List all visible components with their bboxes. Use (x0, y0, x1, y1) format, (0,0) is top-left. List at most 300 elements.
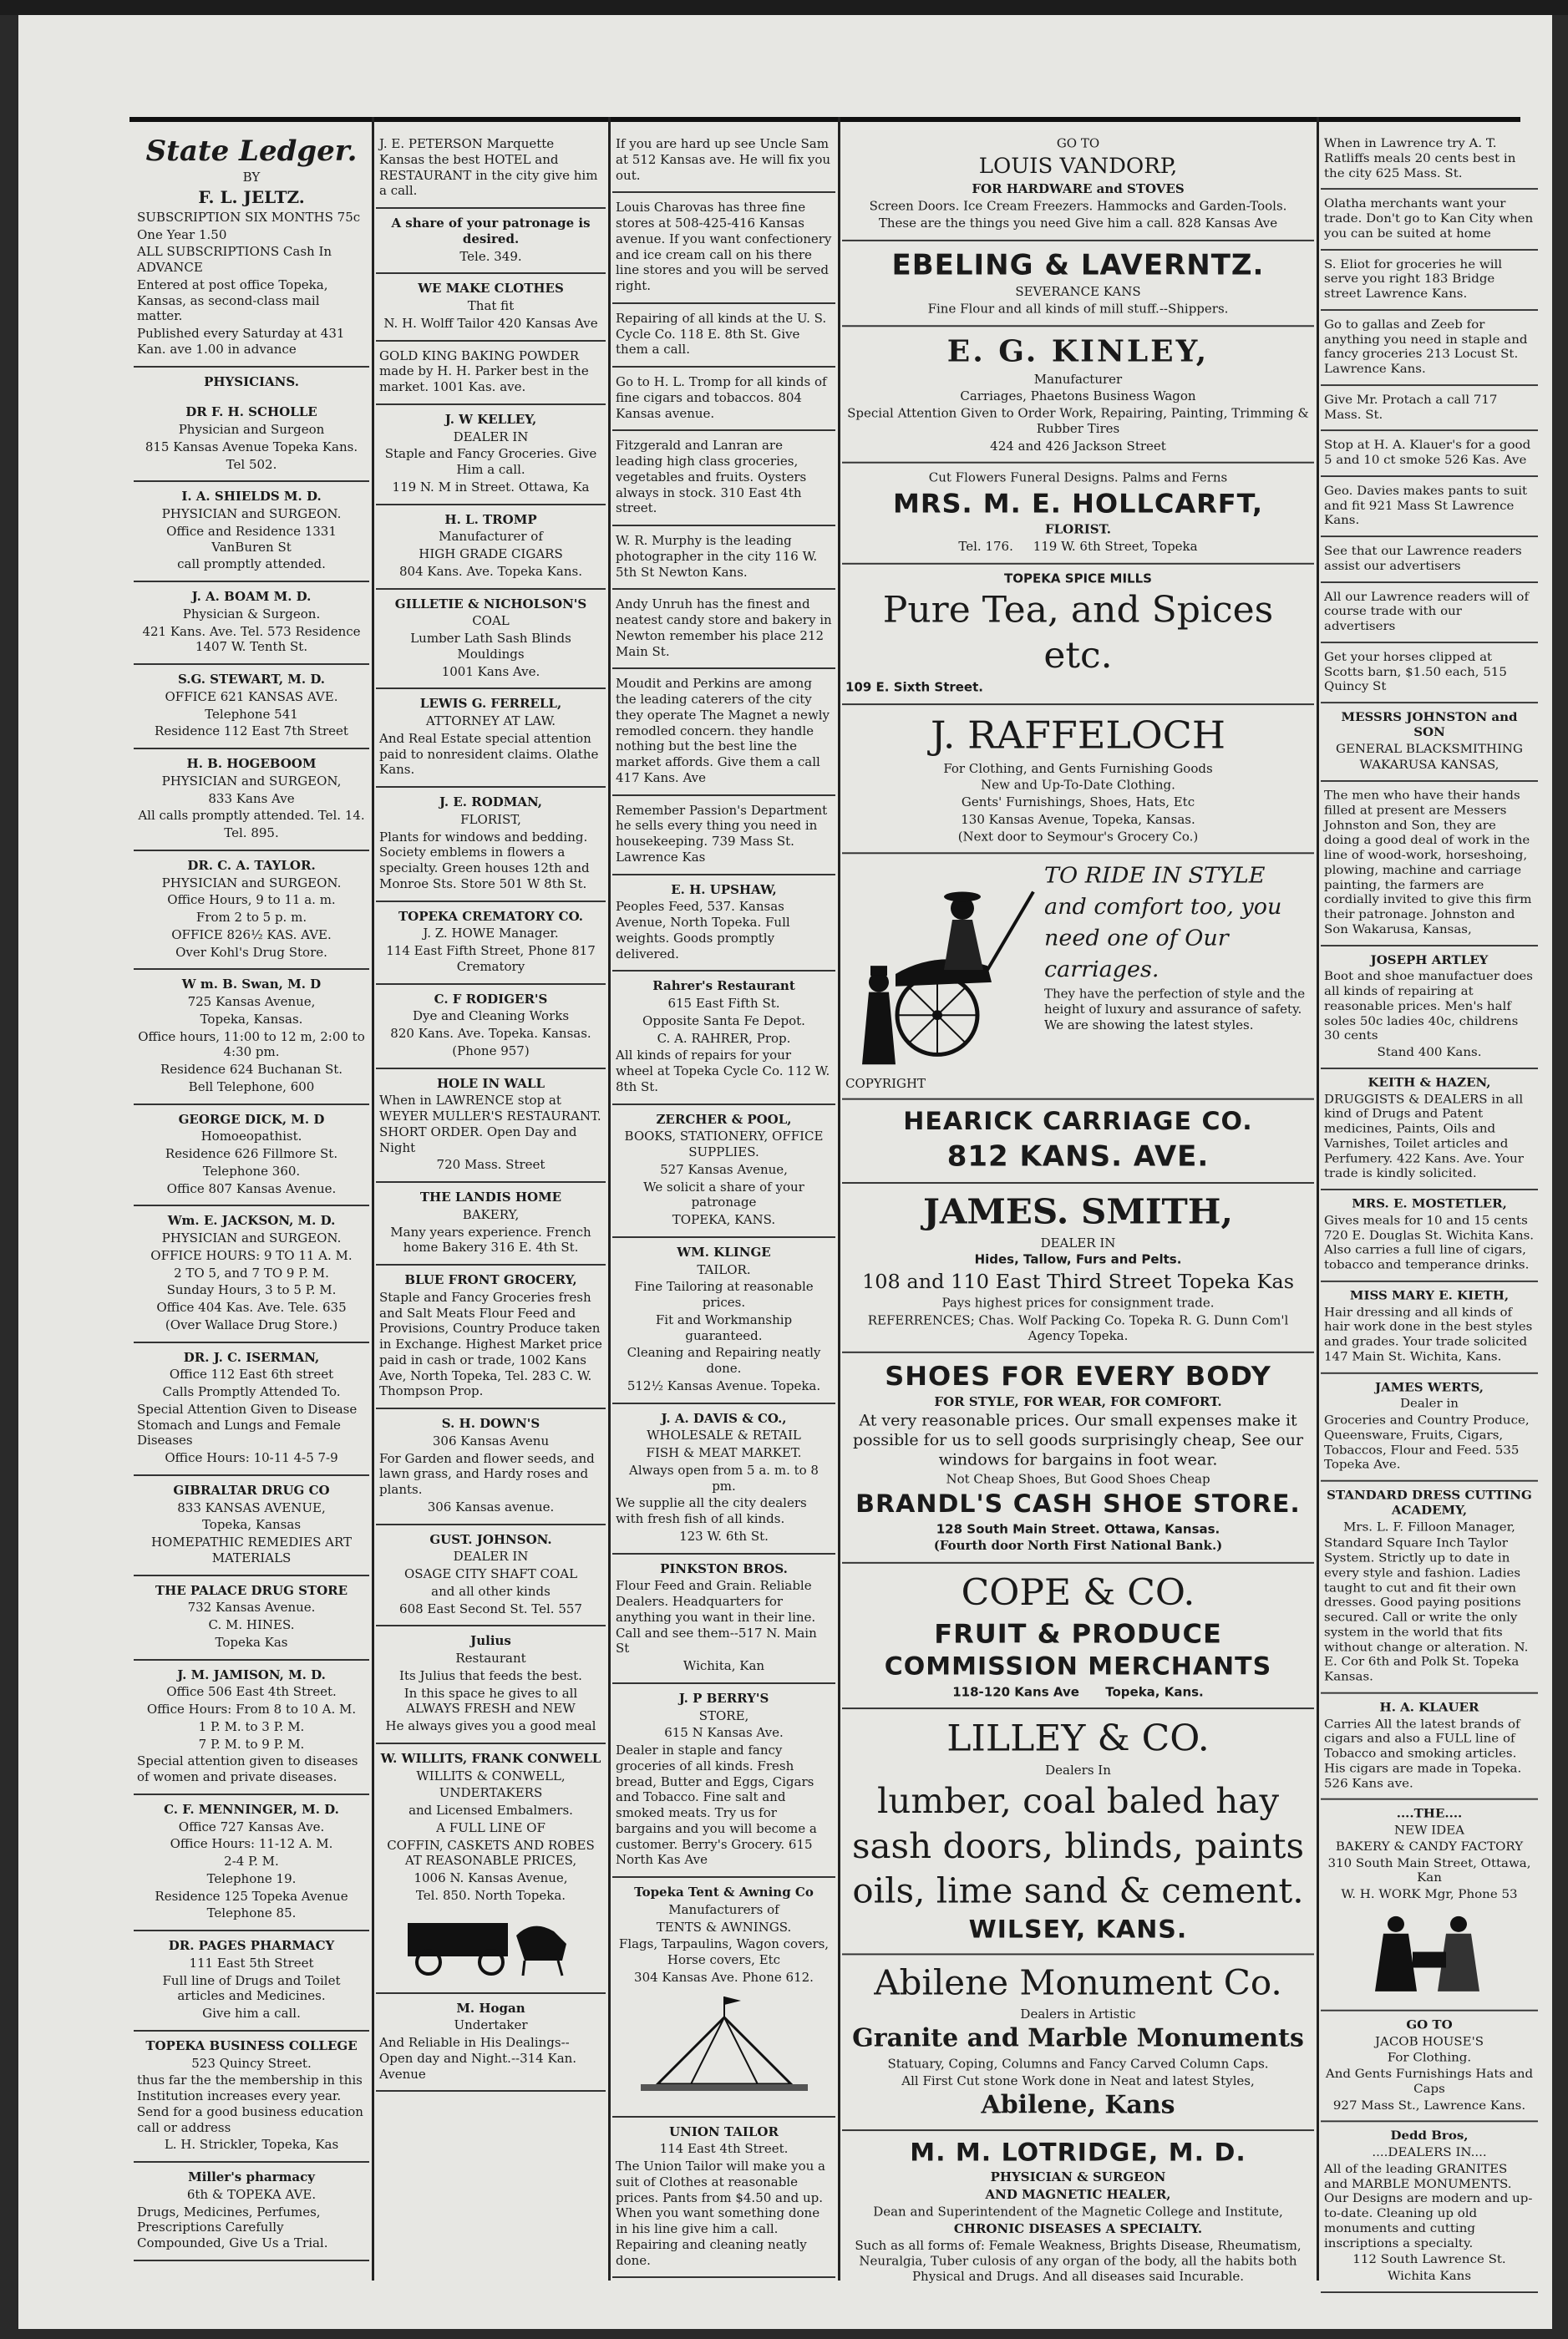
ad-heading: Give Mr. Protach a call 717 Mass. St. (1324, 392, 1498, 422)
lilley-line: oils, lime sand & cement. (852, 1870, 1304, 1911)
ad-heading: MESSRS JOHNSTON and SON (1341, 709, 1518, 739)
raffeloch-line: New and Up-To-Date Clothing. (981, 777, 1175, 793)
subscription-info (137, 210, 366, 358)
cope-sub2: COMMISSION MERCHANTS (884, 1652, 1272, 1682)
ad-heading: BLUE FRONT GROCERY, (404, 1272, 577, 1287)
advertisement (134, 1105, 369, 1207)
ad-heading: Go to gallas and Zeeb for anything you need in staple and fancy groceries 213 Locust St. Lawrence Kans. (1324, 317, 1528, 376)
ad-line: C. M. HINES. (208, 1617, 295, 1632)
advertisement (1321, 1282, 1538, 1374)
advertisement (134, 2032, 369, 2163)
ad-line: Telephone 541 (205, 706, 298, 722)
ad-line: Wichita, Kan (683, 1658, 765, 1673)
advertisement (376, 209, 606, 274)
ad-line: COFFIN, CASKETS AND ROBES AT REASONABLE PRICES, (387, 1837, 595, 1869)
abilene-line: Statuary, Coping, Columns and Fancy Carved Column Caps. (887, 2056, 1269, 2071)
ad-line: We supplie all the city dealers with fresh fish of all kinds. (616, 1495, 807, 1526)
advertisement (612, 1684, 835, 1878)
advertisement (1321, 1373, 1538, 1481)
ad-heading: W m. B. Swan, M. D (181, 977, 322, 992)
kinley-line: 424 and 426 Jackson Street (990, 438, 1166, 454)
brandl-sub: (Fourth door North First National Bank.) (933, 1538, 1223, 1554)
ad-line: Telephone 360. (202, 1163, 301, 1179)
ad-line: Office 506 East 4th Street. (166, 1684, 337, 1700)
cope-address-line (845, 1684, 1311, 1699)
ad-heading: E. H. UPSHAW, (671, 881, 777, 897)
advertisement (376, 1069, 606, 1184)
ebeling-sub: SEVERANCE KANS (1015, 284, 1141, 299)
advertisement (612, 796, 835, 875)
ad-line: OFFICE 826½ KAS. AVE. (171, 926, 332, 942)
ad-heading: S. Eliot for groceries he will serve you right 183 Bridge street Lawrence Kans. (1324, 256, 1503, 301)
ad-line: Office 807 Kansas Avenue. (166, 1180, 337, 1196)
column-content (842, 129, 1314, 2293)
ad-line: Tel. 850. North Topeka. (415, 1887, 566, 1903)
ad-heading: Wm. E. JACKSON, M. D. (167, 1213, 336, 1229)
ad-heading: J. E. RODMAN, (439, 794, 542, 809)
ad-heading: ....THE.... (1396, 1806, 1463, 1821)
smith-address: 108 and 110 East Third Street Topeka Kas (861, 1270, 1295, 1293)
ad-line: Special attention given to diseases of women and private diseases. (137, 1753, 358, 1784)
advertisement (612, 129, 835, 193)
ad-line: Fit and Workmanship guaranteed. (655, 1312, 793, 1343)
column-5 (1321, 129, 1538, 2293)
cope-sub: FRUIT & PRODUCE (934, 1617, 1222, 1650)
advertisement (134, 1576, 369, 1661)
ad-line: And Gents Furnishings Hats and Caps (1325, 2066, 1534, 2096)
ad-heading: W. WILLITS, FRANK CONWELL (380, 1750, 601, 1766)
advertisement (612, 972, 835, 1104)
ad-line: Restaurant (455, 1651, 526, 1666)
cope-name: COPE & CO. (961, 1571, 1195, 1614)
ad-heading: J. A. DAVIS & CO., (661, 1410, 787, 1426)
advertisement (376, 505, 606, 590)
ad-heading: MRS. E. MOSTETLER, (1352, 1196, 1507, 1211)
ad-heading: Miller's pharmacy (188, 2169, 315, 2184)
ad-heading: Geo. Davies makes pants to suit and fit 921 Mass St Lawrence Kans. (1324, 483, 1528, 527)
ad-heading: DR. C. A. TAYLOR. (187, 857, 316, 873)
vandorp-name: LOUIS VANDORP, (978, 154, 1178, 179)
hearick-name-block (842, 1100, 1314, 1184)
lilley-line: sash doors, blinds, paints (851, 1825, 1305, 1866)
ad-line: And Real Estate special attention paid to nonresident claims. Olathe Kans. (379, 730, 599, 778)
ad-line: (Phone 957) (452, 1043, 530, 1058)
ad-line: (Over Wallace Drug Store.) (165, 1317, 338, 1332)
ad-heading: J. A. BOAM M. D. (191, 589, 312, 604)
ad-line: That fit (467, 298, 515, 313)
ad-line: PHYSICIAN and SURGEON. (161, 506, 342, 521)
advertisement (1321, 2123, 1538, 2293)
ad-line: Peoples Feed, 537. Kansas Avenue, North Topeka. Full weights. Goods promptly delivered. (616, 899, 790, 961)
advertisement (376, 1626, 606, 1744)
ad-line: Office and Residence 1331 VanBuren St (166, 523, 337, 555)
ad-heading: M. Hogan (456, 2000, 525, 2016)
ad-line: 306 Kansas Avenu (432, 1433, 550, 1449)
raffeloch-name: J. RAFFELOCH (931, 712, 1225, 758)
hollcarft-ad (842, 464, 1314, 564)
ad-heading: Topeka Tent & Awning Co (634, 1885, 814, 1900)
advertisement (1321, 703, 1538, 782)
advertisement (134, 1476, 369, 1576)
ad-line: Flags, Tarpaulins, Wagon covers, Horse covers, Etc (618, 1936, 830, 1967)
ad-line: GENERAL BLACKSMITHING (1335, 741, 1524, 756)
vandorp-goto: GO TO (1056, 135, 1100, 151)
ebeling-ad (842, 241, 1314, 326)
smith-references: REFERRENCES; Chas. Wolf Packing Co. Topeka R. G. Dunn Com'l Agency Topeka. (867, 1312, 1289, 1343)
ad-line: And Reliable in His Dealings--Open day and Night.--314 Kan. Avenue (379, 2035, 577, 2082)
ad-line: Office Hours, 9 to 11 a. m. (167, 892, 336, 908)
ad-heading: STANDARD DRESS CUTTING ACADEMY, (1327, 1488, 1532, 1518)
ad-line: TOPEKA, KANS. (672, 1212, 776, 1227)
ad-line: The Union Tailor will make you a suit of Clothes at reasonable prices. Pants from $4.50 and up. When you want something done in his line give him a call. Repairing and cleaning neatly done. (616, 2159, 825, 2268)
ad-line: PHYSICIAN and SURGEON, (161, 773, 342, 789)
advertisement (1321, 129, 1538, 190)
carriage-drawing-icon (845, 859, 1038, 1073)
ad-heading: UNION TAILOR (669, 2123, 779, 2139)
ad-line: 6th & TOPEKA AVE. (186, 2186, 317, 2202)
vandorp-line: Screen Doors. Ice Cream Freezers. Hammocks and Garden-Tools. (869, 198, 1287, 214)
ad-line: Many years experience. French home Bakery 316 E. 4th St. (390, 1224, 591, 1256)
ad-line: Dye and Cleaning Works (412, 1008, 570, 1024)
column-4 (842, 129, 1314, 2293)
advertisement (1321, 643, 1538, 703)
ad-heading: I. A. SHIELDS M. D. (181, 489, 322, 505)
ad-heading: J. P BERRY'S (678, 1690, 769, 1706)
ad-heading: HOLE IN WALL (436, 1075, 545, 1091)
ad-heading: Remember Passion's Department he sells every thing you need in housekeeping. 739 Mass St. Lawrence Kas (616, 802, 828, 865)
advertisement (612, 1878, 835, 2118)
brandl-address: 128 South Main Street. Ottawa, Kansas. (936, 1521, 1220, 1536)
ad-line: W. H. WORK Mgr, Phone 53 (1341, 1886, 1518, 1901)
ad-heading: J. W KELLEY, (444, 411, 537, 427)
advertisement (1321, 1190, 1538, 1282)
ad-line: 804 Kans. Ave. Topeka Kans. (399, 563, 582, 579)
james-smith-ad (842, 1184, 1314, 1353)
ad-line: We solicit a share of your patronage (643, 1179, 804, 1210)
advertisement (376, 274, 606, 341)
spice-mills-ad (842, 564, 1314, 705)
ad-line: 512½ Kansas Avenue. Topeka. (627, 1378, 821, 1393)
ad-line: Wichita Kans (1387, 2268, 1472, 2283)
ad-line: 112 South Lawrence St. (1352, 2251, 1506, 2267)
ad-line: WILLITS & CONWELL, (416, 1768, 566, 1783)
ad-heading: Go to H. L. Tromp for all kinds of fine cigars and tobaccos. 804 Kansas avenue. (616, 374, 827, 421)
ad-line: call promptly attended. (177, 556, 326, 572)
advertisement (1321, 583, 1538, 643)
subscription-line: Published every Saturday at 431 Kan. ave 1.00 in advance (137, 326, 345, 357)
kinley-line: Special Attention Given to Order Work, Repairing, Painting, Trimming & Rubber Tires (847, 405, 1309, 436)
advertisement (612, 526, 835, 590)
ad-heading: GILLETIE & NICHOLSON'S (394, 596, 587, 611)
ad-heading: THE PALACE DRUG STORE (155, 1582, 348, 1598)
ad-line: Bell Telephone, 600 (188, 1078, 315, 1094)
advertisement (1321, 1069, 1538, 1190)
ad-line: 306 Kansas avenue. (427, 1499, 555, 1515)
abilene-ad (842, 1955, 1314, 2130)
ad-line: Cleaning and Repairing neatly done. (627, 1345, 821, 1376)
ad-heading: The men who have their hands filled at present are Messers Johnston and Son, they are doing a good deal of work in the line of wood-work, horseshoing, plowing, machine and carriage painting, the farmers are cordially invited to give this firm their patronage. Johnston and Son Wakarusa, Kansas, (1324, 788, 1532, 936)
carriage-headline: TO RIDE IN STYLE and comfort too, you need one of Our carriages. (1044, 863, 1282, 982)
shoes-note: Not Cheap Shoes, But Good Shoes Cheap (946, 1471, 1210, 1487)
ad-line: Full line of Drugs and Toilet articles and Medicines. (162, 1972, 341, 2004)
abilene-line: All First Cut stone Work done in Neat and latest Styles, (901, 2073, 1255, 2088)
ebeling-line: Fine Flour and all kinds of mill stuff.--Shippers. (927, 301, 1229, 317)
ad-line: FLORIST, (460, 811, 521, 827)
ad-line: Stand 400 Kans. (1377, 1044, 1482, 1059)
lilley-name: LILLEY & CO. (946, 1717, 1210, 1760)
advertisement (1321, 477, 1538, 537)
masthead-by: BY (242, 170, 261, 185)
ad-heading: Julius (470, 1633, 511, 1649)
ad-heading: See that our Lawrence readers assist our advertisers (1324, 543, 1522, 573)
hearse-drawing-icon (399, 1910, 583, 1977)
ad-heading: S. H. DOWN'S (441, 1416, 540, 1431)
advertisement (376, 1266, 606, 1409)
carriage-copyright: COPYRIGHT (845, 1076, 926, 1092)
tent-drawing-icon (641, 1992, 808, 2101)
ad-line: Dealer in (1400, 1396, 1459, 1411)
ad-line: OFFICE HOURS: 9 TO 11 A. M. (150, 1247, 353, 1263)
advertisement (134, 1661, 369, 1795)
advertisement (134, 398, 369, 482)
ad-heading: TOPEKA CREMATORY CO. (398, 908, 583, 924)
ad-line: Residence 112 East 7th Street (155, 723, 348, 739)
subscription-line: ALL SUBSCRIPTIONS Cash In ADVANCE (137, 244, 332, 275)
ad-heading: Repairing of all kinds at the U. S. Cycle Co. 118 E. 8th St. Give them a call. (616, 310, 827, 358)
ad-line: Office 112 East 6th street (169, 1367, 334, 1383)
advertisement (376, 342, 606, 405)
subscription-line: SUBSCRIPTION SIX MONTHS 75c (137, 209, 361, 225)
kinley-ad (842, 327, 1314, 464)
ad-line: 1 P. M. to 3 P. M. (198, 1718, 305, 1734)
ad-line: Office hours, 11:00 to 12 m, 2:00 to 4:30 pm. (138, 1028, 365, 1060)
ad-heading: A share of your patronage is desired. (391, 216, 591, 246)
ad-line: 2-4 P. M. (224, 1854, 279, 1869)
ad-line: 1006 N. Kansas Avenue, (414, 1870, 568, 1885)
advertisement (134, 582, 369, 665)
vandorp-sub: FOR HARDWARE and STOVES (972, 181, 1185, 196)
ad-line: Telephone 19. (206, 1870, 297, 1886)
ad-line: Carries All the latest brands of cigars and also a FULL line of Tobacco and smoking articles. His cigars are made in Topeka. 526 Kans ave. (1324, 1716, 1522, 1790)
shoes-sub: FOR STYLE, FOR WEAR, FOR COMFORT. (934, 1394, 1222, 1409)
raffeloch-line: 130 Kansas Avenue, Topeka, Kansas. (961, 811, 1195, 827)
ad-heading: J. E. PETERSON Marquette Kansas the best HOTEL and RESTAURANT in the city give him a call. (379, 136, 598, 199)
hearick-name: HEARICK CARRIAGE CO. (903, 1107, 1253, 1136)
advertisement (134, 1931, 369, 2032)
ad-line: 304 Kansas Ave. Phone 612. (634, 1969, 814, 1985)
ad-line: PHYSICIAN and SURGEON. (161, 1230, 342, 1246)
carriage-ad-text (1044, 859, 1311, 1091)
advertisement (612, 368, 835, 431)
ad-line: Topeka Kas (215, 1634, 288, 1650)
raffeloch-line: Gents' Furnishings, Shoes, Hats, Etc (961, 794, 1195, 810)
advertisement (134, 2163, 369, 2261)
lotridge-name: M. M. LOTRIDGE, M. D. (910, 2138, 1246, 2168)
ad-line: 527 Kansas Avenue, (660, 1161, 788, 1177)
ad-heading: H. A. KLAUER (1379, 1699, 1479, 1715)
advertisement (376, 590, 606, 690)
advertisement (134, 1795, 369, 1931)
ad-line: FISH & MEAT MARKET. (646, 1445, 802, 1460)
ad-line: For Clothing. (1387, 2050, 1472, 2065)
ad-line: Residence 626 Fillmore St. (165, 1146, 338, 1161)
ad-heading: W. R. Murphy is the leading photographer in the city 116 W. 5th St Newton Kans. (616, 533, 818, 580)
vandorp-line: These are the things you need Give him a call. 828 Kansas Ave (878, 216, 1278, 231)
ad-line: BAKERY, (462, 1206, 520, 1222)
ad-heading: Fitzgerald and Lanran are leading high class groceries, vegetables and fruits. Oysters always in stock. 310 East 4th street. (616, 438, 807, 516)
ad-line: Staple and Fancy Groceries fresh and Salt Meats Flour Feed and Provisions, Country Produce taken in Exchange. Highest Market price paid in cash or trade, 1002 Kans Ave, North Topeka, Tel. 283 C. W. Thompson Prop. (379, 1289, 602, 1399)
ad-line: Tele. 349. (459, 248, 522, 264)
bakery-figures-icon (1362, 1908, 1496, 1995)
ad-line: ....DEALERS IN.... (1372, 2144, 1487, 2159)
ad-line: NEW IDEA (1394, 1823, 1464, 1838)
ad-heading: LEWIS G. FERRELL, (419, 696, 562, 712)
ad-line: 523 Quincy Street. (191, 2055, 312, 2071)
ad-line: thus far the the membership in this Institution increases every year. Send for a good business education call or address (137, 2073, 363, 2135)
ad-heading: DR. PAGES PHARMACY (168, 1938, 335, 1953)
abilene-name: Abilene Monument Co. (874, 1962, 1282, 2003)
lotridge-line: AND MAGNETIC HEALER, (985, 2187, 1171, 2202)
ad-heading: GIBRALTAR DRUG CO (173, 1482, 330, 1498)
ad-line: TAILOR. (697, 1261, 751, 1277)
ad-line: All kinds of repairs for your wheel at Topeka Cycle Co. 112 W. 8th St. (616, 1048, 830, 1094)
ad-line: and all other kinds (431, 1583, 551, 1599)
hollcarft-sub: FLORIST. (1044, 521, 1112, 537)
lilley-dealers: Dealers In (1045, 1763, 1111, 1778)
ad-line: Calls Promptly Attended To. (162, 1384, 341, 1399)
masthead-title: State Ledger. (145, 134, 358, 168)
ad-line: N. H. Wolff Tailor 420 Kansas Ave (383, 315, 598, 331)
physicians-heading: PHYSICIANS. (204, 373, 299, 389)
ad-line: Opposite Santa Fe Depot. (642, 1012, 805, 1028)
advertisement (134, 1343, 369, 1476)
ad-line: In this space he gives to all ALWAYS FRESH and NEW (403, 1685, 578, 1717)
advertisement (1321, 251, 1538, 311)
ad-line: 927 Mass St., Lawrence Kans. (1332, 2098, 1526, 2113)
advertisement (376, 902, 606, 985)
smith-dealer: DEALER IN (1040, 1235, 1116, 1251)
advertisement (376, 1183, 606, 1266)
advertisement (612, 431, 835, 526)
advertisement (612, 669, 835, 795)
column-2 (376, 129, 606, 2293)
ad-line: HOMEPATHIC REMEDIES ART MATERIALS (150, 1535, 353, 1565)
ad-heading: WE MAKE CLOTHES (418, 281, 564, 297)
column-divider (372, 117, 374, 2281)
ad-line: 720 Mass. Street (436, 1157, 546, 1173)
ad-line: Special Attention Given to Disease Stomach and Lungs and Female Diseases (137, 1401, 358, 1449)
ad-line: HIGH GRADE CIGARS (419, 546, 563, 561)
advertisement (1321, 190, 1538, 250)
ad-heading: If you are hard up see Uncle Sam at 512 Kansas ave. He will fix you out. (616, 136, 831, 183)
ad-heading: S.G. STEWART, M. D. (177, 672, 326, 687)
column-3 (612, 129, 835, 2293)
shoes-headline: SHOES FOR EVERY BODY (885, 1360, 1271, 1393)
ad-heading: Andy Unruh has the finest and neatest candy store and bakery in Newton remember his place 212 Main St. (616, 596, 832, 659)
lilley-line: lumber, coal baled hay (876, 1780, 1280, 1821)
ad-line: BAKERY & CANDY FACTORY (1335, 1839, 1524, 1854)
ad-line: PHYSICIAN and SURGEON. (161, 875, 342, 890)
advertisement (1321, 537, 1538, 582)
ad-line: Mrs. L. F. Filloon Manager, (1343, 1519, 1515, 1534)
ad-line: Office 404 Kas. Ave. Tele. 635 (156, 1300, 347, 1315)
ad-line: Manufacturers of (668, 1901, 779, 1917)
ad-line: 7 P. M. to 9 P. M. (198, 1736, 305, 1752)
ad-line: 111 East 5th Street (189, 1955, 314, 1971)
ad-heading: Stop at H. A. Klauer's for a good 5 and 10 ct smoke 526 Kas. Ave (1324, 437, 1531, 467)
column-5-ads (1321, 129, 1538, 2293)
carriage-body: They have the perfection of style and the height of luxury and assurance of safety. We are showing the latest styles. (1044, 987, 1306, 1033)
ad-heading: H. B. HOGEBOOM (186, 756, 317, 771)
lotridge-line: Such as all forms of: Female Weakness, Brights Disease, Rheumatism, Neuralgia, Tuber culosis of any organ of the body, all the habits both Physical and Drugs. And all diseases said Incurable. (855, 2238, 1302, 2284)
ad-line: Staple and Fancy Groceries. Give Him a call. (384, 446, 597, 477)
advertisement (134, 970, 369, 1104)
spice-mills-top: TOPEKA SPICE MILLS (1004, 571, 1152, 586)
advertisement (612, 1555, 835, 1684)
ad-line: and Licensed Embalmers. (408, 1803, 573, 1818)
ad-line: J. Z. HOWE Manager. (423, 926, 559, 941)
shoes-body: At very reasonable prices. Our small expenses make it possible for us to sell goods surprisingly cheap, See our windows for bargains in foot wear. (852, 1411, 1304, 1469)
ad-line: 732 Kansas Avenue. (187, 1600, 316, 1616)
lilley-city: WILSEY, KANS. (968, 1915, 1188, 1945)
ad-line: Groceries and Country Produce, Queensware, Fruits, Cigars, Tobaccos, Flour and Feed. 535 Topeka Ave. (1324, 1413, 1530, 1472)
scan-top-border (0, 0, 1568, 15)
cope-city: Topeka, Kans. (1105, 1684, 1204, 1699)
ad-line: Boot and shoe manufactuer does all kinds of repairing at reasonable prices. Men's half soles 50c ladies 40c, childrens 30 cents (1324, 968, 1533, 1043)
column-content (1321, 129, 1538, 2293)
ad-line: Residence 125 Topeka Avenue (155, 1888, 348, 1904)
ad-line: All of the leading GRANITES and MARBLE MONUMENTS. Our Designs are modern and up-to-date. Cleaning up old monuments and cutting inscriptions a specialty. (1324, 2161, 1533, 2250)
advertisement (376, 788, 606, 902)
ad-line: Tel. 895. (224, 825, 279, 840)
ad-line: Standard Square Inch Taylor System. Strictly up to date in every style and fashion. Ladies taught to cut and fit their own dresses. Good paying positions secured. Call or write the only system in the world that fits without change or alteration. N. E. Cor 6th and Polk St. Topeka Kansas. (1324, 1535, 1529, 1684)
kinley-line: Manufacturer (1033, 371, 1123, 387)
lotridge-line: PHYSICIAN & SURGEON (990, 2169, 1166, 2185)
ad-heading: WM. KLINGE (677, 1244, 771, 1260)
ad-heading: DR F. H. SCHOLLE (185, 404, 317, 420)
ad-line: 1001 Kans Ave. (441, 663, 540, 679)
advertisement (134, 1206, 369, 1342)
ad-line: DEALER IN (453, 429, 529, 444)
ad-line: 119 N. M in Street. Ottawa, Ka (392, 479, 590, 495)
hollcarft-address: 119 W. 6th Street, Topeka (1033, 538, 1198, 554)
ad-line: All calls promptly attended. Tel. 14. (138, 808, 365, 824)
section-heading (134, 368, 369, 398)
ad-line: 820 Kans. Ave. Topeka. Kansas. (390, 1026, 591, 1041)
ad-line: He always gives you a good meal (385, 1718, 596, 1733)
masthead-block (134, 129, 369, 368)
column-divider (608, 117, 611, 2281)
advertisement (134, 749, 369, 851)
ad-heading: Dedd Bros, (1390, 2128, 1469, 2144)
ad-line: Office Hours: From 8 to 10 A. M. (146, 1702, 357, 1717)
hearick-address: 812 KANS. AVE. (946, 1139, 1210, 1173)
smith-pay: Pays highest prices for consignment trade. (941, 1295, 1215, 1311)
ad-heading: C. F. MENNINGER, M. D. (164, 1801, 339, 1817)
advertisement (1321, 782, 1538, 946)
spice-mills-address: 109 E. Sixth Street. (845, 679, 983, 695)
ad-heading: Get your horses clipped at Scotts barn, $1.50 each, 515 Quincy St (1324, 649, 1507, 693)
lotridge-line: CHRONIC DISEASES A SPECIALTY. (953, 2220, 1203, 2236)
ad-line: Manufacturer of (439, 529, 543, 545)
subscription-line: Entered at post office Topeka, Kansas, as second-class mail matter. (137, 277, 328, 324)
column-divider (838, 117, 840, 2281)
ad-line: TENTS & AWNINGS. (656, 1919, 792, 1935)
smith-name: JAMES. SMITH, (922, 1190, 1234, 1232)
ad-line: OFFICE 621 KANSAS AVE. (165, 688, 338, 704)
ad-line: DEALER IN (453, 1549, 529, 1565)
ad-line: 815 Kansas Avenue Topeka Kans. (145, 439, 358, 454)
